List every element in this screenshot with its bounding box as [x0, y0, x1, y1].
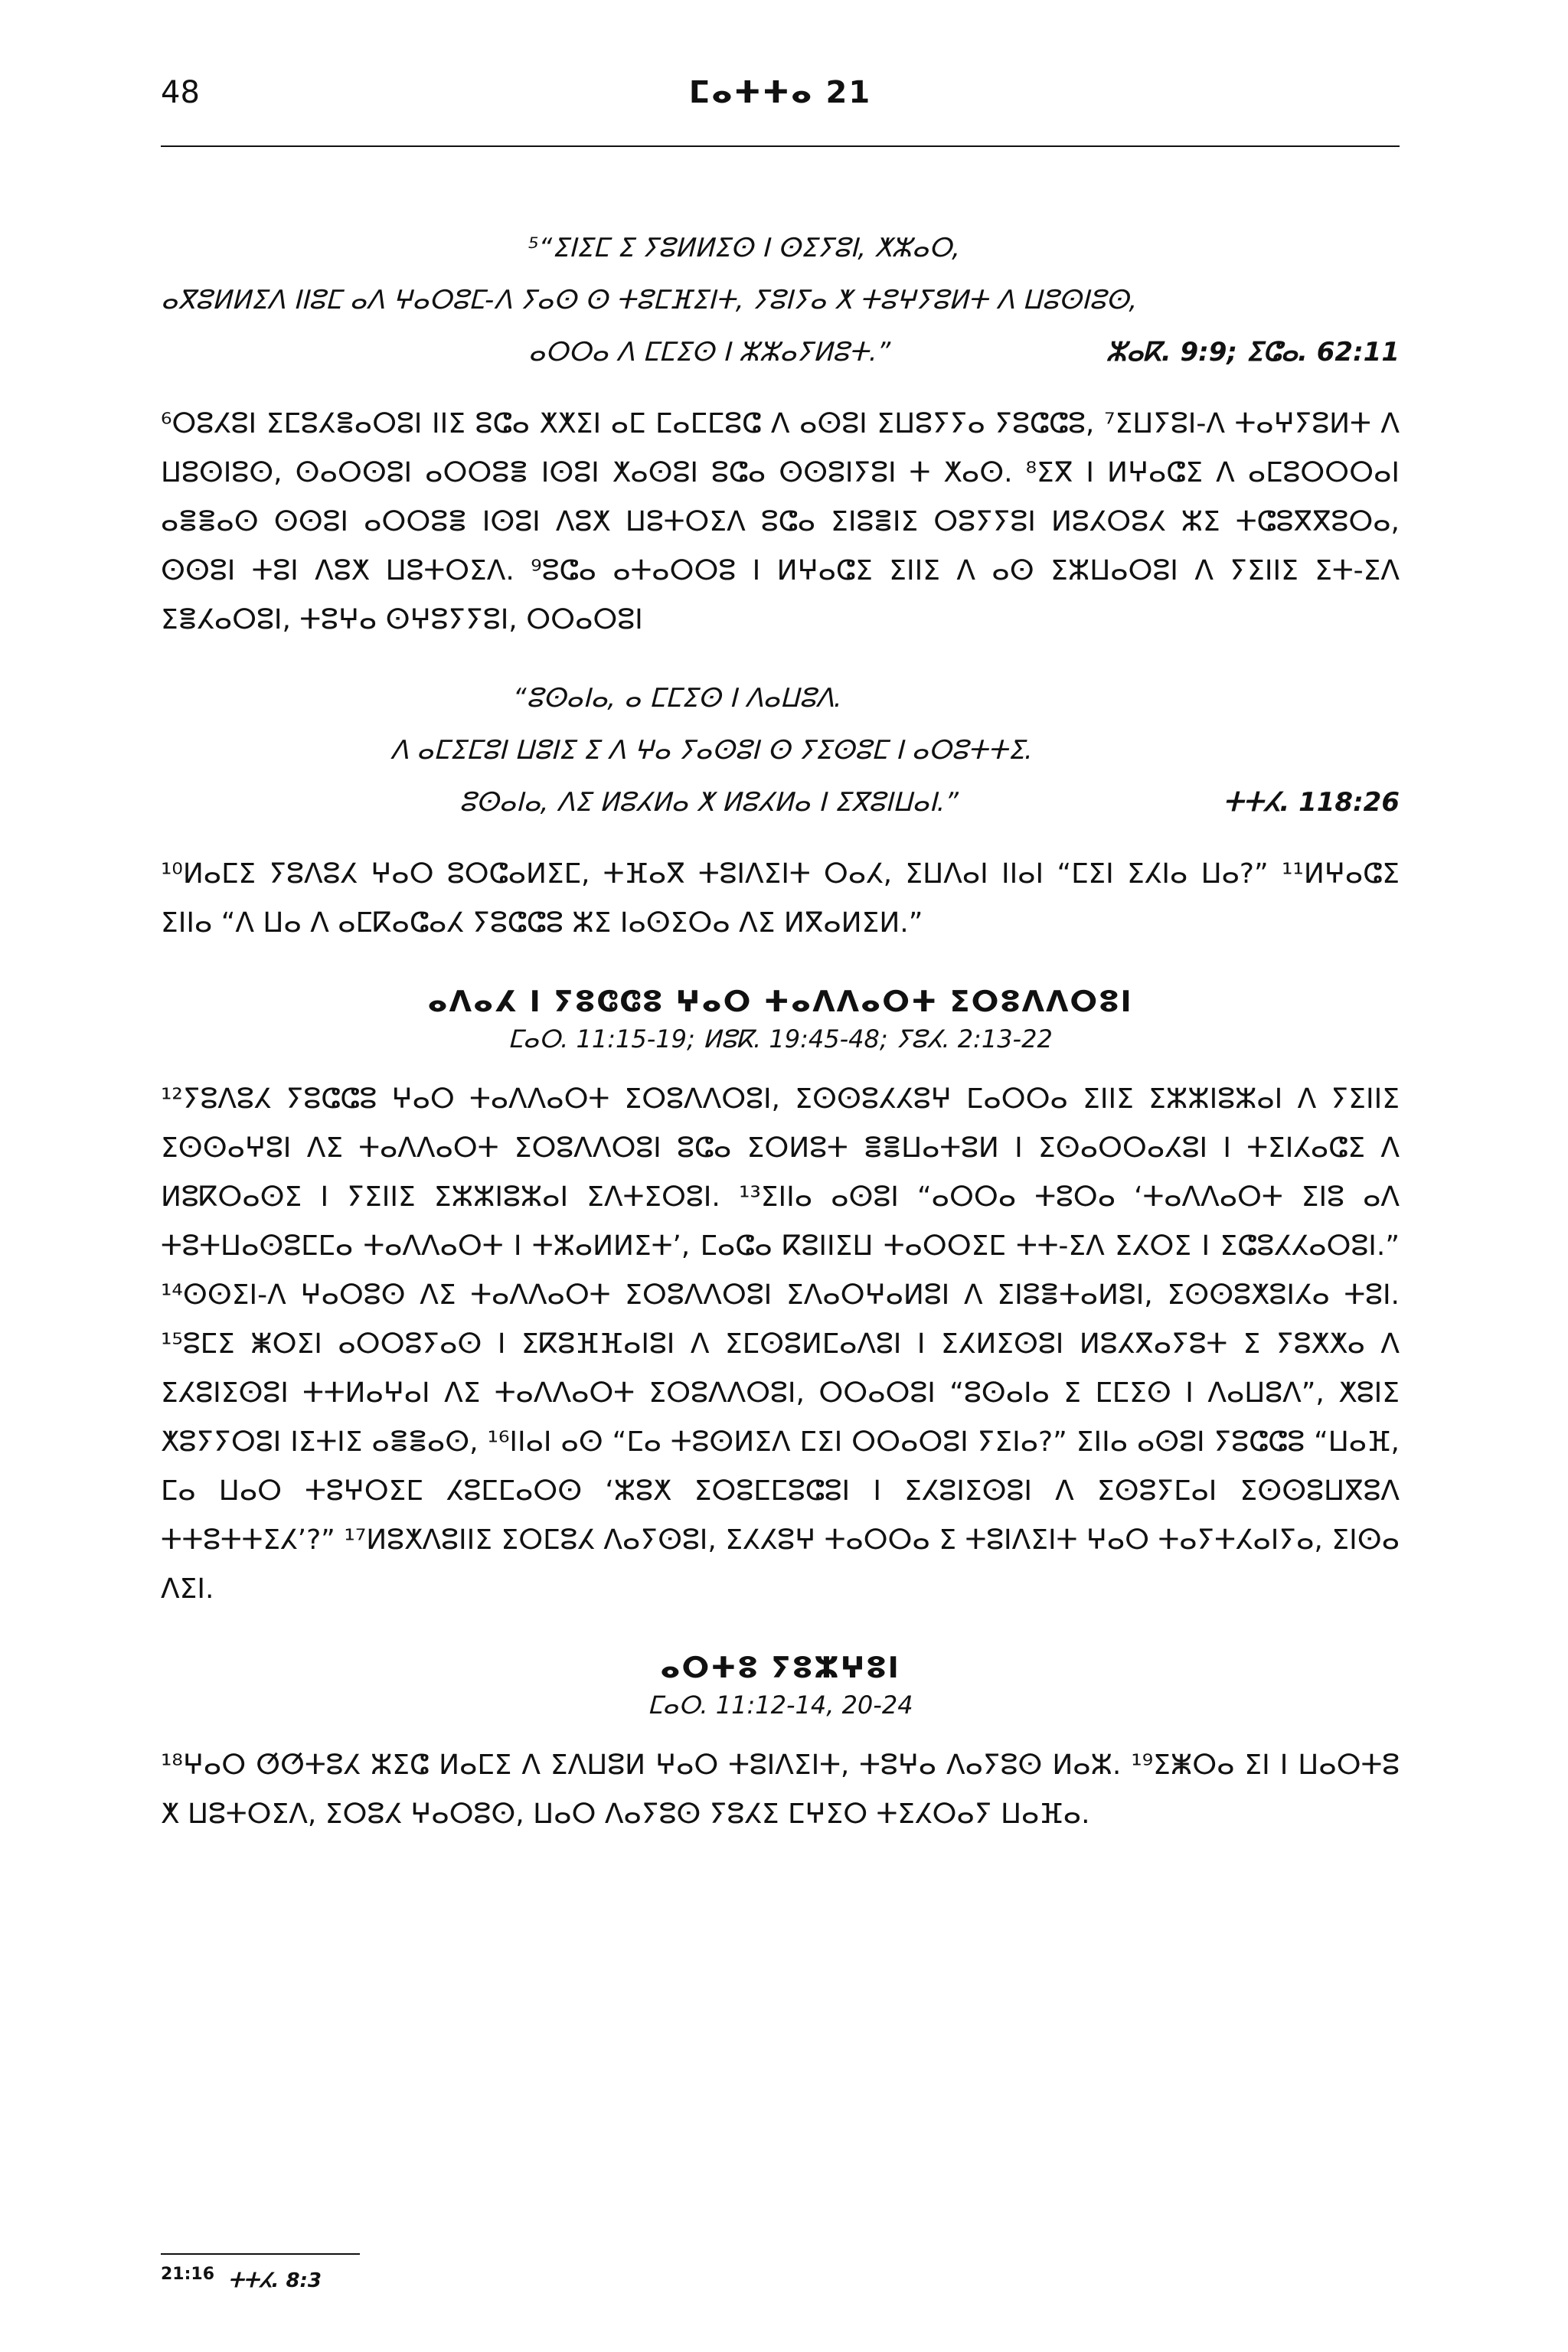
- section-reference: ⵎⴰⵔ. 11:12-14, 20-24: [647, 1690, 913, 1720]
- footnote: [161, 2265, 322, 2292]
- quote-line: ⴰⴳⵓⵍⵍⵉⴷ ⵏⵏⵓⵎ ⴰⴷ ⵖⴰⵔⵓⵎ-ⴷ ⵢⴰⵙ ⵙ ⵜⵓⵎⴼⵉⵏⵜ, ⵢⵓⵏⵢⴰ ⵅ ⵜⵓⵖⵢⵓⵍⵜ ⴷ ⵡⵓⵙⵏⵓⵙ,: [161, 285, 1138, 315]
- footnote-rule: [161, 2253, 360, 2255]
- footnote-marker: 21:16: [161, 2265, 215, 2284]
- scripture-reference: ⵣⴰⴽ. 9:9; ⵉⵛⴰ. 62:11: [1106, 337, 1400, 368]
- section-reference: ⵎⴰⵔ. 11:15-19; ⵍⵓⴽ. 19:45-48; ⵢⵓⵃ. 2:13-22: [508, 1024, 1053, 1054]
- quote-block-2: [161, 672, 1400, 828]
- scripture-reference: ⵜⵜⵃ. 118:26: [1223, 787, 1400, 818]
- paragraph: ¹⁸ⵖⴰⵔ ⵚⵚⵜⵓⵃ ⵣⵉⵛ ⵍⴰⵎⵉ ⴷ ⵉⴷⵡⵓⵍ ⵖⴰⵔ ⵜⵓⵏⴷⵉⵏⵜ, ⵜⵓⵖⴰ ⴷⴰⵢⵓⵙ ⵍⴰⵣ. ¹⁹ⵉⵥⵔⴰ ⵉⵏ ⵏ ⵡⴰⵔⵜⵓ ⵅ ⵡⵓⵜⵔⵉⴷ, ⵉⵔⵓⵃ ⵖⴰⵔⵓⵙ, ⵡⴰⵔ ⴷⴰⵢⵓⵙ ⵢⵓⵃⵉ ⵎⵖⵉⵔ ⵜⵉⵃⵔⴰⵢ ⵡⴰⴼⴰ.: [161, 1749, 1400, 1830]
- quote-line: ⴷ ⴰⵎⵉⵎⵓⵏ ⵡⵓⵏⵉ ⵉ ⴷ ⵖⴰ ⵢⴰⵙⵓⵏ ⵙ ⵢⵉⵙⵓⵎ ⵏ ⴰⵔⵓⵜⵜⵉ.: [390, 735, 1033, 766]
- quote-line-text: ⴰⵔⵔⴰ ⴷ ⵎⵎⵉⵙ ⵏ ⵣⵣⴰⵢⵍⵓⵜ.”: [528, 337, 891, 368]
- header-rule: [161, 145, 1400, 147]
- running-title: ⵎⴰⵜⵜⴰ 21: [688, 75, 872, 110]
- footnote-reference: ⵜⵜⵃ. 8:3: [228, 2269, 322, 2292]
- paragraph: ¹²ⵢⵓⴷⵓⵃ ⵢⵓⵛⵛⵓ ⵖⴰⵔ ⵜⴰⴷⴷⴰⵔⵜ ⵉⵔⵓⴷⴷⵔⵓⵏ, ⵉⵙⵙⵓⵃⵃⵓⵖ ⵎⴰⵔⵔⴰ ⵉⵏⵏⵉ ⵉⵣⵣⵏⵓⵣⴰⵏ ⴷ ⵢⵉⵏⵏⵉ ⵉⵙⵙⴰⵖⵓⵏ ⴷⵉ ⵜⴰⴷⴷⴰⵔⵜ ⵉⵔⵓⴷⴷⵔⵓⵏ ⵓⵛⴰ ⵉⵔⵍⵓⵜ ⴻⴻⵡⴰⵜⵓⵍ ⵏ ⵉⵙⴰⵔⵔⴰⵃⵓⵏ ⵏ ⵜⵉⵏⵃⴰⵛⵉ ⴷ ⵍⵓⴽⵔⴰⵙⵉ ⵏ ⵢⵉⵏⵏⵉ ⵉⵣⵣⵏⵓⵣⴰⵏ ⵉⴷⵜⵉⵔⵓⵏ. ¹³ⵉⵏⵏⴰ ⴰⵙⵓⵏ “ⴰⵔⵔⴰ ⵜⵓⵔⴰ ‘ⵜⴰⴷⴷⴰⵔⵜ ⵉⵏⵓ ⴰⴷ ⵜⵓⵜⵡⴰⵙⵓⵎⵎⴰ ⵜⴰⴷⴷⴰⵔⵜ ⵏ ⵜⵣⴰⵍⵍⵉⵜ’, ⵎⴰⵛⴰ ⴽⵓⵏⵏⵉⵡ ⵜⴰⵔⵔⵉⵎ ⵜⵜ-ⵉⴷ ⵉⵃⵔⵉ ⵏ ⵉⵛⵓⵃⵃⴰⵔⵓⵏ.” ¹⁴ⵙⵙⵉⵏ-ⴷ ⵖⴰⵔⵓⵙ ⴷⵉ ⵜⴰⴷⴷⴰⵔⵜ ⵉⵔⵓⴷⴷⵔⵓⵏ ⵉⴷⴰⵔⵖⴰⵍⵓⵏ ⴷ ⵉⵏⵓⴻⵜⴰⵍⵓⵏ, ⵉⵙⵙⵓⵅⵓⵏⵃⴰ ⵜⵓⵏ. ¹⁵ⵓⵎⵉ ⵥⵔⵉⵏ ⴰⵔⵔⵓⵢⴰⵙ ⵏ ⵉⴽⵓⴼⴼⴰⵏⵓⵏ ⴷ ⵉⵎⵙⵓⵍⵎⴰⴷⵓⵏ ⵏ ⵉⵃⵍⵉⵙⵓⵏ ⵍⵓⵃⴳⴰⵢⵓⵜ ⵉ ⵢⵓⵅⵅⴰ ⴷ ⵉⵃⵓⵏⵉⵙⵓⵏ ⵜⵜⵍⴰⵖⴰⵏ ⴷⵉ ⵜⴰⴷⴷⴰⵔⵜ ⵉⵔⵓⴷⴷⵔⵓⵏ, ⵔⵔⴰⵔⵓⵏ “ⵓⵙⴰⵏⴰ ⵉ ⵎⵎⵉⵙ ⵏ ⴷⴰⵡⵓⴷ”, ⵅⵓⵏⵉ ⵅⵓⵢⵢⵔⵓⵏ ⵏⵉⵜⵏⵉ ⴰⴻⴻⴰⵙ, ¹⁶ⵏⵏⴰⵏ ⴰⵙ “ⵎⴰ ⵜⵓⵙⵍⵉⴷ ⵎⵉⵏ ⵔⵔⴰⵔⵓⵏ ⵢⵉⵏⴰ?” ⵉⵏⵏⴰ ⴰⵙⵓⵏ ⵢⵓⵛⵛⵓ “ⵡⴰⴼ, ⵎⴰ ⵡⴰⵔ ⵜⵓⵖⵔⵉⵎ ⵃⵓⵎⵎⴰⵔⵙ ‘ⵣⵓⵅ ⵉⵔⵓⵎⵎⵓⵛⵓⵏ ⵏ ⵉⵃⵓⵏⵉⵙⵓⵏ ⴷ ⵉⵙⵓⵢⵎⴰⵏ ⵉⵙⵙⵓⵡⴳⵓⴷ ⵜⵜⵓⵜⵜⵉⵃ’?” ¹⁷ⵍⵓⵅⴷⵓⵏⵏⵉ ⵉⵔⵎⵓⵃ ⴷⴰⵢⵙⵓⵏ, ⵉⵃⵃⵓⵖ ⵜⴰⵔⵔⴰ ⵉ ⵜⵓⵏⴷⵉⵏⵜ ⵖⴰⵔ ⵜⴰⵢⵜⵃⴰⵏⵢⴰ, ⵉⵏⵙⴰ ⴷⵉⵏ.: [161, 1083, 1400, 1605]
- quote-line: “ⵓⵙⴰⵏⴰ, ⴰ ⵎⵎⵉⵙ ⵏ ⴷⴰⵡⵓⴷ.: [513, 683, 842, 714]
- quote-block-1: [161, 222, 1400, 378]
- paragraph: ⁶ⵔⵓⵃⵓⵏ ⵉⵎⵓⵃⴻⴰⵔⵓⵏ ⵏⵏⵉ ⵓⵛⴰ ⵅⵅⵉⵏ ⴰⵎ ⵎⴰⵎⵎⵓⵛ ⴷ ⴰⵙⵓⵏ ⵉⵡⵓⵢⵢⴰ ⵢⵓⵛⵛⵓ, ⁷ⵉⵡⵢⵓⵏ-ⴷ ⵜⴰⵖⵢⵓⵍⵜ ⴷ ⵡⵓⵙⵏⵓⵙ, ⵙⴰⵔⵙⵓⵏ ⴰⵔⵔⵓⴻ ⵏⵙⵓⵏ ⵅⴰⵙⵓⵏ ⵓⵛⴰ ⵙⵙⵓⵏⵢⵓⵏ ⵜ ⵅⴰⵙ. ⁸ⵉⴳ ⵏ ⵍⵖⴰⵛⵉ ⴷ ⴰⵎⵓⵔⵔⵔⴰⵏ ⴰⴻⴻⴰⵙ ⵙⵙⵓⵏ ⴰⵔⵔⵓⴻ ⵏⵙⵓⵏ ⴷⵓⵅ ⵡⵓⵜⵔⵉⴷ ⵓⵛⴰ ⵉⵏⵓⴻⵏⵉ ⵔⵓⵢⵢⵓⵏ ⵍⵓⵃⵔⵓⵃ ⵣⵉ ⵜⵛⵓⴳⴳⵓⵔⴰ, ⵙⵙⵓⵏ ⵜⵓⵏ ⴷⵓⵅ ⵡⵓⵜⵔⵉⴷ. ⁹ⵓⵛⴰ ⴰⵜⴰⵔⵔⵓ ⵏ ⵍⵖⴰⵛⵉ ⵉⵏⵏⵉ ⴷ ⴰⵙ ⵉⵣⵡⴰⵔⵓⵏ ⴷ ⵢⵉⵏⵏⵉ ⵉⵜ-ⵉⴷ ⵉⴻⵃⴰⵔⵓⵏ, ⵜⵓⵖⴰ ⵙⵖⵓⵢⵢⵓⵏ, ⵔⵔⴰⵔⵓⵏ: [161, 408, 1400, 635]
- quote-line: [161, 776, 1400, 828]
- paragraph: ¹⁰ⵍⴰⵎⵉ ⵢⵓⴷⵓⵃ ⵖⴰⵔ ⵓⵔⵛⴰⵍⵉⵎ, ⵜⴼⴰⴳ ⵜⵓⵏⴷⵉⵏⵜ ⵔⴰⵃ, ⵉⵡⴷⴰⵏ ⵏⵏⴰⵏ “ⵎⵉⵏ ⵉⵃⵏⴰ ⵡⴰ?” ¹¹ⵍⵖⴰⵛⵉ ⵉⵏⵏⴰ “ⴷ ⵡⴰ ⴷ ⴰⵎⴽⴰⵛⴰⵃ ⵢⵓⵛⵛⵓ ⵣⵉ ⵏⴰⵙⵉⵔⴰ ⴷⵉ ⵍⴳⴰⵍⵉⵍ.”: [161, 858, 1400, 939]
- page-header: [161, 75, 1400, 129]
- quote-line: ⁵“ⵉⵏⵉⵎ ⵉ ⵢⵓⵍⵍⵉⵙ ⵏ ⵙⵉⵢⵓⵏ, ⵅⵣⴰⵔ,: [528, 233, 960, 263]
- section-heading: ⴰⵔⵜⵓ ⵢⵓⵣⵖⵓⵏ: [660, 1651, 900, 1684]
- page-body: [161, 222, 1400, 1867]
- section-heading: ⴰⴷⴰⵃ ⵏ ⵢⵓⵛⵛⵓ ⵖⴰⵔ ⵜⴰⴷⴷⴰⵔⵜ ⵉⵔⵓⴷⴷⵔⵓⵏ: [427, 985, 1133, 1018]
- page-number: 48: [161, 75, 200, 110]
- quote-line-text: ⵓⵙⴰⵏⴰ, ⴷⵉ ⵍⵓⵃⵍⴰ ⵅ ⵍⵓⵃⵍⴰ ⵏ ⵉⴳⵓⵏⵡⴰⵏ.”: [459, 787, 959, 818]
- quote-line: [161, 326, 1400, 378]
